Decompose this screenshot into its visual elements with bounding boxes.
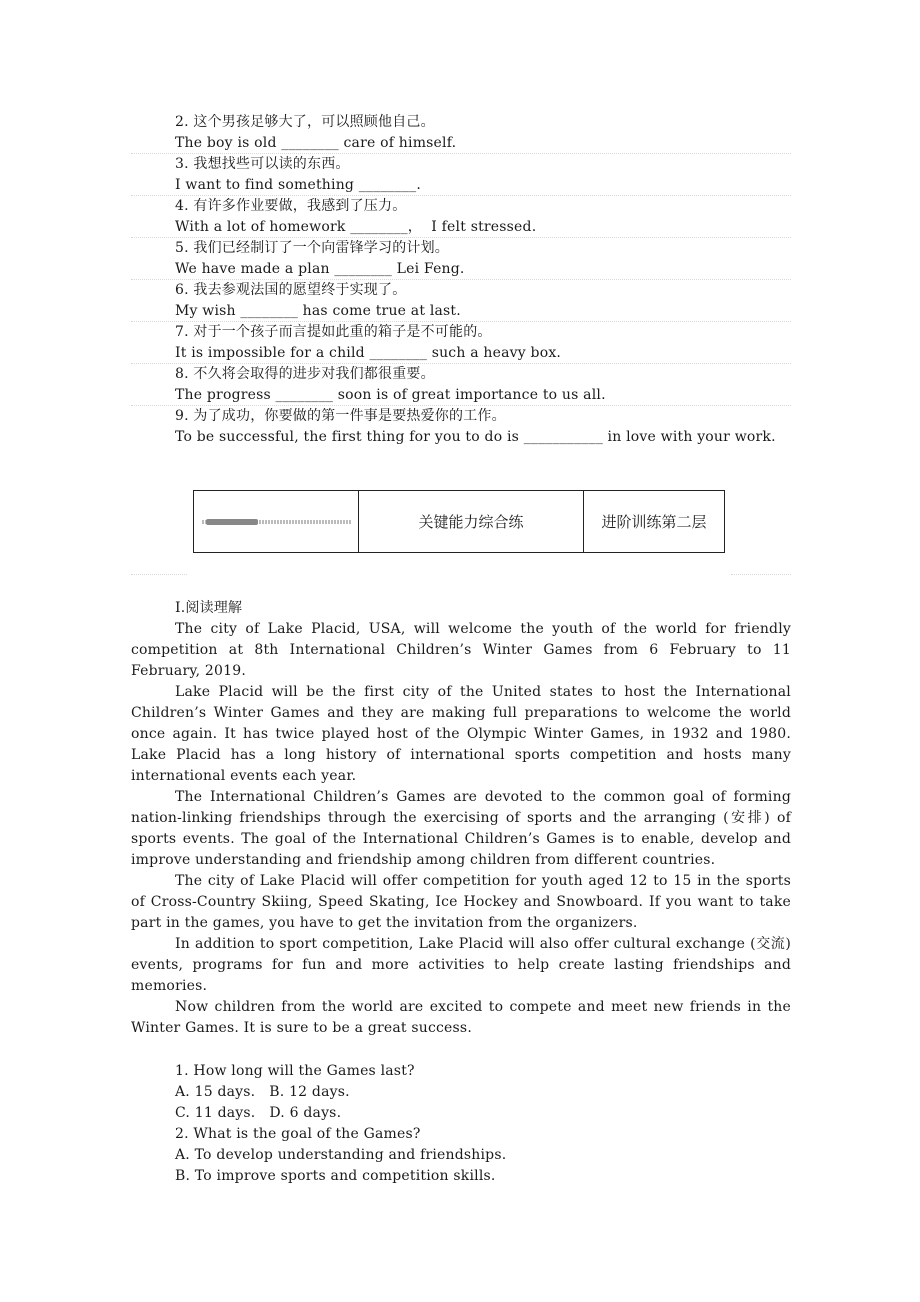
question-2-option-b: B. To improve sports and competition skills.	[175, 1168, 496, 1184]
question-en-5: We have made a plan ________ Lei Feng.	[175, 261, 465, 277]
question-en-4: With a lot of homework ________， I felt stressed.	[175, 219, 537, 235]
question-cn-4: 4. 有许多作业要做，我感到了压力。	[175, 198, 407, 214]
banner-title: 关键能力综合练	[359, 491, 584, 552]
question-cn-5: 5. 我们已经制订了一个向雷锋学习的计划。	[175, 240, 450, 256]
question-cn-7: 7. 对于一个孩子而言提如此重的箱子是不可能的。	[175, 324, 492, 340]
question-en-9: To be successful, the first thing for you to do is ___________ in love with your work.	[175, 429, 776, 445]
question-en-8: The progress ________ soon is of great importance to us all.	[175, 387, 606, 403]
passage-paragraph: The city of Lake Placid, USA, will welcome the youth of the world for friendly competition at 8th International Children’s Winter Games from 6 February to 11 February, 2019.	[131, 621, 791, 679]
passage-paragraph: The International Children’s Games are devoted to the common goal of forming nation-linking friendships through the exercising of sports and the arranging (安排) of sports events. The goal of the International Children’s Games is to enable, develop and improve understanding and friendship among children from different countries.	[131, 789, 791, 868]
question-cn-9: 9. 为了成功，你要做的第一件事是要热爱你的工作。	[175, 408, 506, 424]
question-cn-3: 3. 我想找些可以读的东西。	[175, 156, 350, 172]
question-en-2: The boy is old ________ care of himself.	[175, 135, 457, 151]
divider	[731, 574, 791, 575]
question-2: 2. What is the goal of the Games?	[175, 1126, 421, 1142]
question-1: 1. How long will the Games last?	[175, 1063, 415, 1079]
passage-paragraph: In addition to sport competition, Lake Placid will also offer cultural exchange (交流) events, programs for fun and more activities to help create lasting friendships and memories.	[131, 936, 791, 994]
question-cn-8: 8. 不久将会取得的进步对我们都很重要。	[175, 366, 435, 382]
passage-paragraph: Lake Placid will be the first city of the United states to host the International Children’s Winter Games and they are making full preparations to welcome the world once again. It has twice played host of the Olympic Winter Games, in 1932 and 1980. Lake Placid has a long history of international sports competition and hosts many international events each year.	[131, 684, 791, 784]
reading-passage	[131, 619, 791, 1039]
banner-level: 进阶训练第二层	[601, 513, 707, 531]
passage-paragraph: Now children from the world are excited to compete and meet new friends in the Winter Games. It is sure to be a great success.	[131, 999, 791, 1036]
progress-graphic	[194, 491, 359, 552]
question-en-6: My wish ________ has come true at last.	[175, 303, 461, 319]
progress-bar-icon	[202, 518, 352, 526]
question-cn-6: 6. 我去参观法国的愿望终于实现了。	[175, 282, 407, 298]
question-cn-2: 2. 这个男孩足够大了，可以照顾他自己。	[175, 114, 435, 130]
question-1-options-ab: A. 15 days. B. 12 days.	[175, 1084, 350, 1100]
question-en-7: It is impossible for a child ________ such a heavy box.	[175, 345, 562, 361]
divider	[131, 574, 187, 575]
question-en-3: I want to find something ________.	[175, 177, 421, 193]
section-title: Ⅰ.阅读理解	[175, 600, 243, 616]
question-1-options-cd: C. 11 days. D. 6 days.	[175, 1105, 342, 1121]
question-2-option-a: A. To develop understanding and friendships.	[175, 1147, 507, 1163]
passage-paragraph: The city of Lake Placid will offer competition for youth aged 12 to 15 in the sports of Cross-Country Skiing, Speed Skating, Ice Hockey and Snowboard. If you want to take part in the games, you have to get the invitation from the organizers.	[131, 873, 791, 931]
section-banner	[193, 490, 725, 553]
